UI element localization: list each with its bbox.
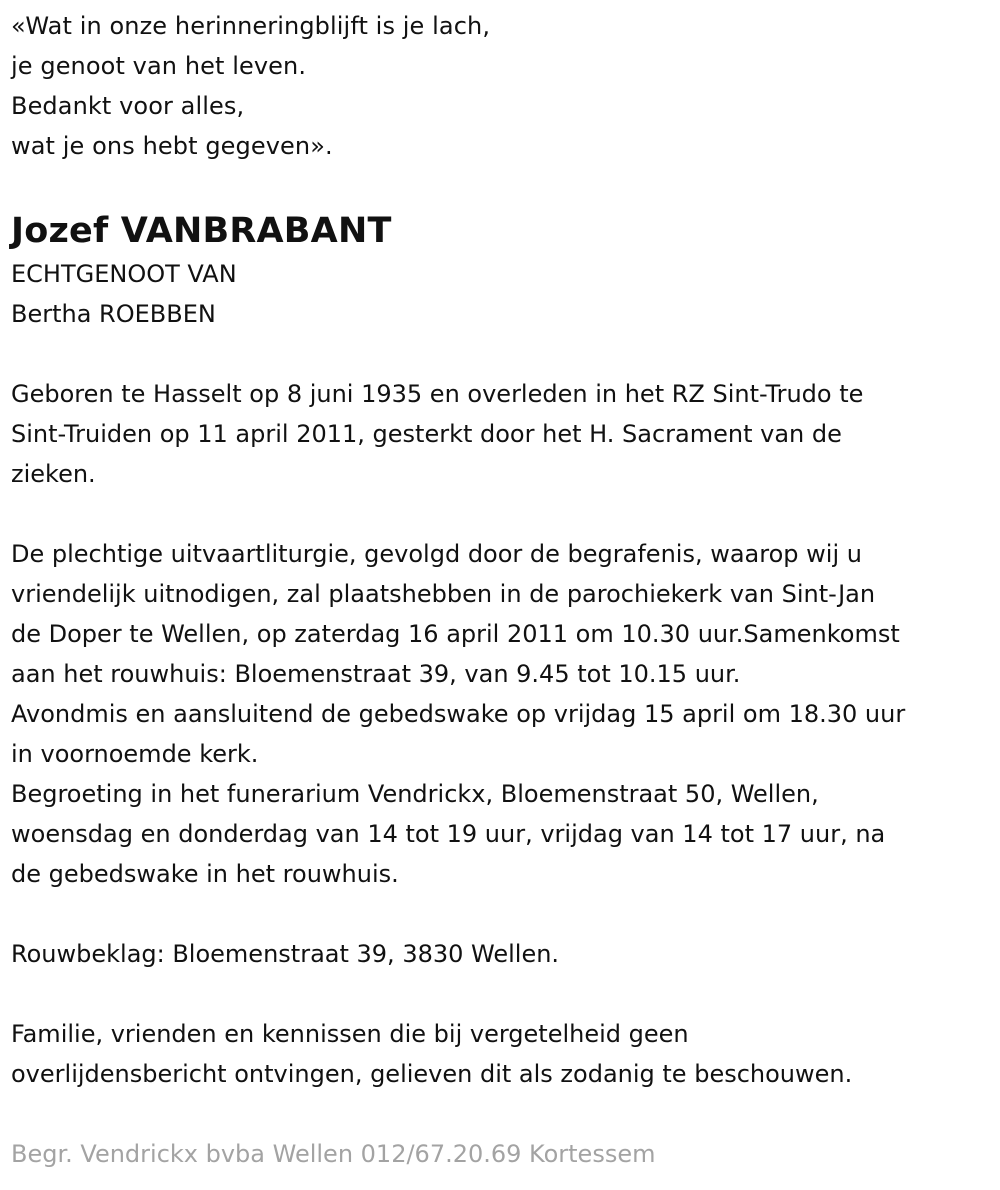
deceased-block xyxy=(11,208,996,334)
paragraph-line: de Doper te Wellen, op zaterdag 16 april 2011 om 10.30 uur.Samenkomst xyxy=(11,620,900,648)
paragraph-line: Familie, vrienden en kennissen die bij vergetelheid geen xyxy=(11,1020,689,1048)
paragraph-line: aan het rouwhuis: Bloemenstraat 39, van 9.45 tot 10.15 uur. xyxy=(11,660,741,688)
funeral-director-credit: Begr. Vendrickx bvba Wellen 012/67.20.69 Kortessem xyxy=(11,1140,656,1168)
paragraph-line: woensdag en donderdag van 14 tot 19 uur, vrijdag van 14 tot 17 uur, na xyxy=(11,820,886,848)
spacer xyxy=(11,494,996,534)
spouse-name: Bertha ROEBBEN xyxy=(11,300,216,328)
paragraph-line: Geboren te Hasselt op 8 juni 1935 en overleden in het RZ Sint-Trudo te xyxy=(11,380,864,408)
spacer xyxy=(11,894,996,934)
spacer xyxy=(11,334,996,374)
poem-line: «Wat in onze herinneringblijft is je lach, xyxy=(11,12,491,40)
poem xyxy=(11,6,996,166)
poem-line: wat je ons hebt gegeven». xyxy=(11,132,333,160)
paragraph-line: zieken. xyxy=(11,460,96,488)
paragraph-line: Begroeting in het funerarium Vendrickx, Bloemenstraat 50, Wellen, xyxy=(11,780,819,808)
paragraph-line: in voornoemde kerk. xyxy=(11,740,259,768)
paragraph-line: overlijdensbericht ontvingen, gelieven dit als zodanig te beschouwen. xyxy=(11,1060,853,1088)
paragraph-line: de gebedswake in het rouwhuis. xyxy=(11,860,399,888)
paragraph-line: Sint-Truiden op 11 april 2011, gesterkt door het H. Sacrament van de xyxy=(11,420,842,448)
poem-line: je genoot van het leven. xyxy=(11,52,307,80)
condolences-address: Rouwbeklag: Bloemenstraat 39, 3830 Wellen. xyxy=(11,940,560,968)
notice-paragraph xyxy=(11,1014,996,1094)
birth-death-paragraph xyxy=(11,374,996,494)
ceremony-paragraph xyxy=(11,534,996,894)
poem-line: Bedankt voor alles, xyxy=(11,92,245,120)
spacer xyxy=(11,974,996,1014)
relation-label: ECHTGENOOT VAN xyxy=(11,260,237,288)
paragraph-line: De plechtige uitvaartliturgie, gevolgd door de begrafenis, waarop wij u xyxy=(11,540,862,568)
obituary-notice xyxy=(11,6,996,1174)
paragraph-line: vriendelijk uitnodigen, zal plaatshebben in de parochiekerk van Sint-Jan xyxy=(11,580,876,608)
paragraph-line: Avondmis en aansluitend de gebedswake op vrijdag 15 april om 18.30 uur xyxy=(11,700,906,728)
deceased-name: Jozef VANBRABANT xyxy=(11,211,392,251)
